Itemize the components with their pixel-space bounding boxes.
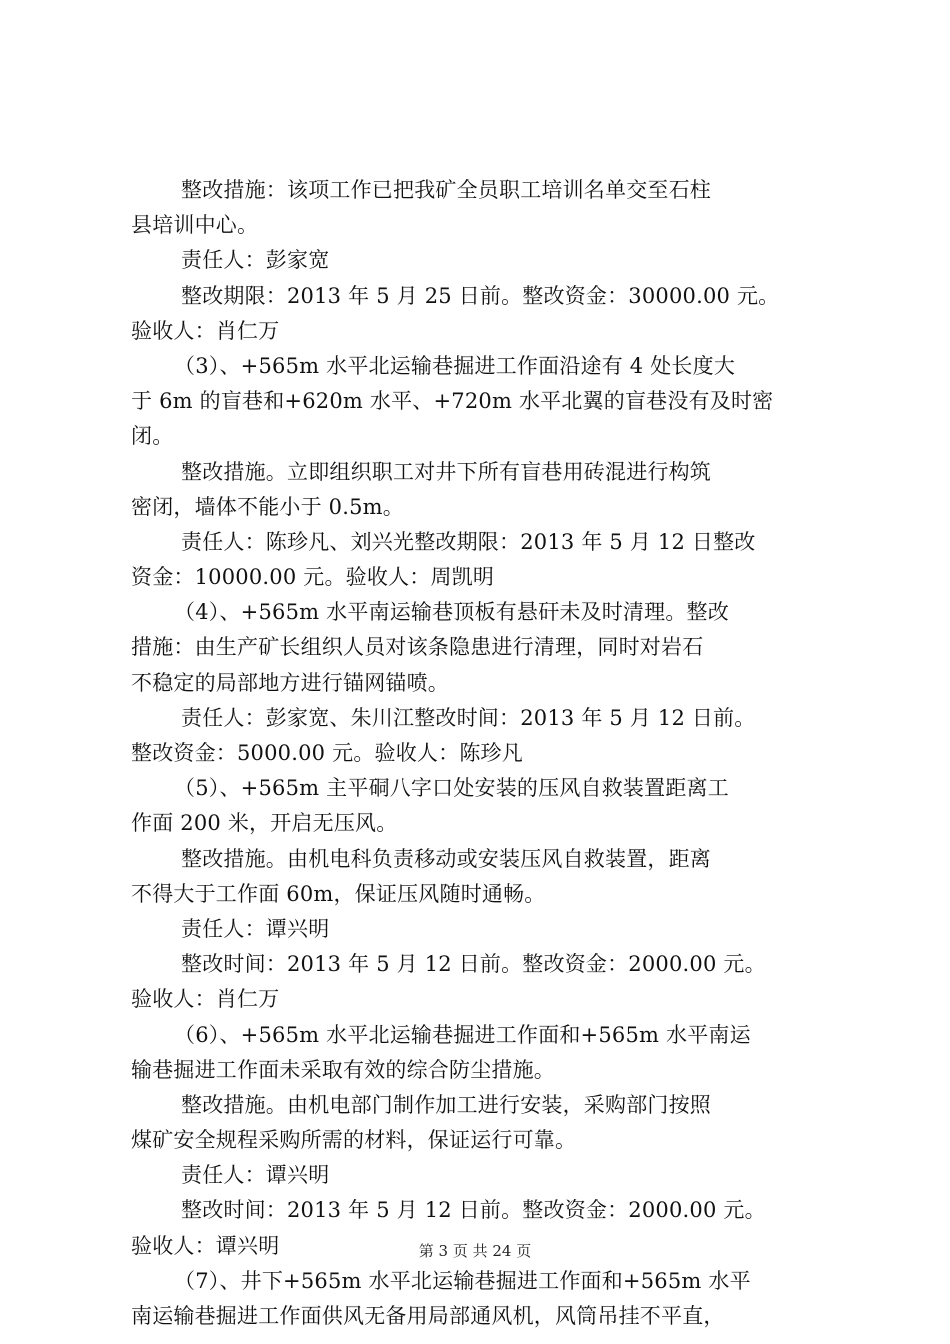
text-line: 责任人：谭兴明 xyxy=(181,1163,330,1188)
text-line: （7）、井下+565m 水平北运输巷掘进工作面和+565m 水平 xyxy=(174,1268,751,1293)
text-line: 不得大于工作面 60m，保证压风随时通畅。 xyxy=(131,881,546,906)
text-line: 整改期限：2013 年 5 月 25 日前。整改资金：30000.00 元。 xyxy=(181,283,780,308)
text-line: 责任人：陈珍凡、刘兴光整改期限：2013 年 5 月 12 日整改 xyxy=(181,529,756,554)
text-line: 不稳定的局部地方进行锚网锚喷。 xyxy=(131,670,449,695)
text-line: 责任人：彭家宽 xyxy=(181,248,330,273)
text-line: 整改时间：2013 年 5 月 12 日前。整改资金：2000.00 元。 xyxy=(181,1198,766,1223)
text-line: 南运输巷掘进工作面供风无备用局部通风机，风筒吊挂不平直， xyxy=(131,1304,725,1328)
page-number-footer: 第 3 页 共 24 页 xyxy=(418,1242,532,1260)
text-line: 密闭，墙体不能小于 0.5m。 xyxy=(131,494,404,519)
text-line: 闭。 xyxy=(131,424,174,449)
text-line: 验收人：谭兴明 xyxy=(131,1233,280,1258)
text-line: 输巷掘进工作面未采取有效的综合防尘措施。 xyxy=(131,1057,555,1082)
text-line: （5）、+565m 主平硐八字口处安装的压风自救装置距离工 xyxy=(174,776,729,801)
text-line: 县培训中心。 xyxy=(131,213,259,238)
text-line: 整改时间：2013 年 5 月 12 日前。整改资金：2000.00 元。 xyxy=(181,952,766,977)
text-line: （4）、+565m 水平南运输巷顶板有悬矸未及时清理。整改 xyxy=(174,600,729,625)
document-body xyxy=(131,173,843,1334)
text-line: 责任人：谭兴明 xyxy=(181,916,330,941)
text-line: 措施：由生产矿长组织人员对该条隐患进行清理，同时对岩石 xyxy=(131,635,704,660)
text-line: 作面 200 米，开启无压风。 xyxy=(131,811,398,836)
text-line: （6）、+565m 水平北运输巷掘进工作面和+565m 水平南运 xyxy=(174,1022,751,1047)
text-line: 于 6m 的盲巷和+620m 水平、+720m 水平北翼的盲巷没有及时密 xyxy=(131,389,774,414)
text-line: 整改资金：5000.00 元。验收人：陈珍凡 xyxy=(131,741,523,765)
text-line: 验收人：肖仁万 xyxy=(131,987,280,1012)
text-line: 验收人：肖仁万 xyxy=(131,318,280,343)
text-line: 整改措施。立即组织职工对井下所有盲巷用砖混进行构筑 xyxy=(181,459,711,484)
text-line: 整改措施。由机电部门制作加工进行安装，采购部门按照 xyxy=(181,1092,711,1117)
text-line: 整改措施。由机电科负责移动或安装压风自救装置，距离 xyxy=(181,846,711,871)
text-line: （3）、+565m 水平北运输巷掘进工作面沿途有 4 处长度大 xyxy=(174,353,736,378)
text-line: 煤矿安全规程采购所需的材料，保证运行可靠。 xyxy=(131,1128,577,1153)
text-line: 责任人：彭家宽、朱川江整改时间：2013 年 5 月 12 日前。 xyxy=(181,705,756,730)
text-line: 整改措施：该项工作已把我矿全员职工培训名单交至石柱 xyxy=(181,178,711,202)
text-line: 资金：10000.00 元。验收人：周凯明 xyxy=(131,565,495,590)
